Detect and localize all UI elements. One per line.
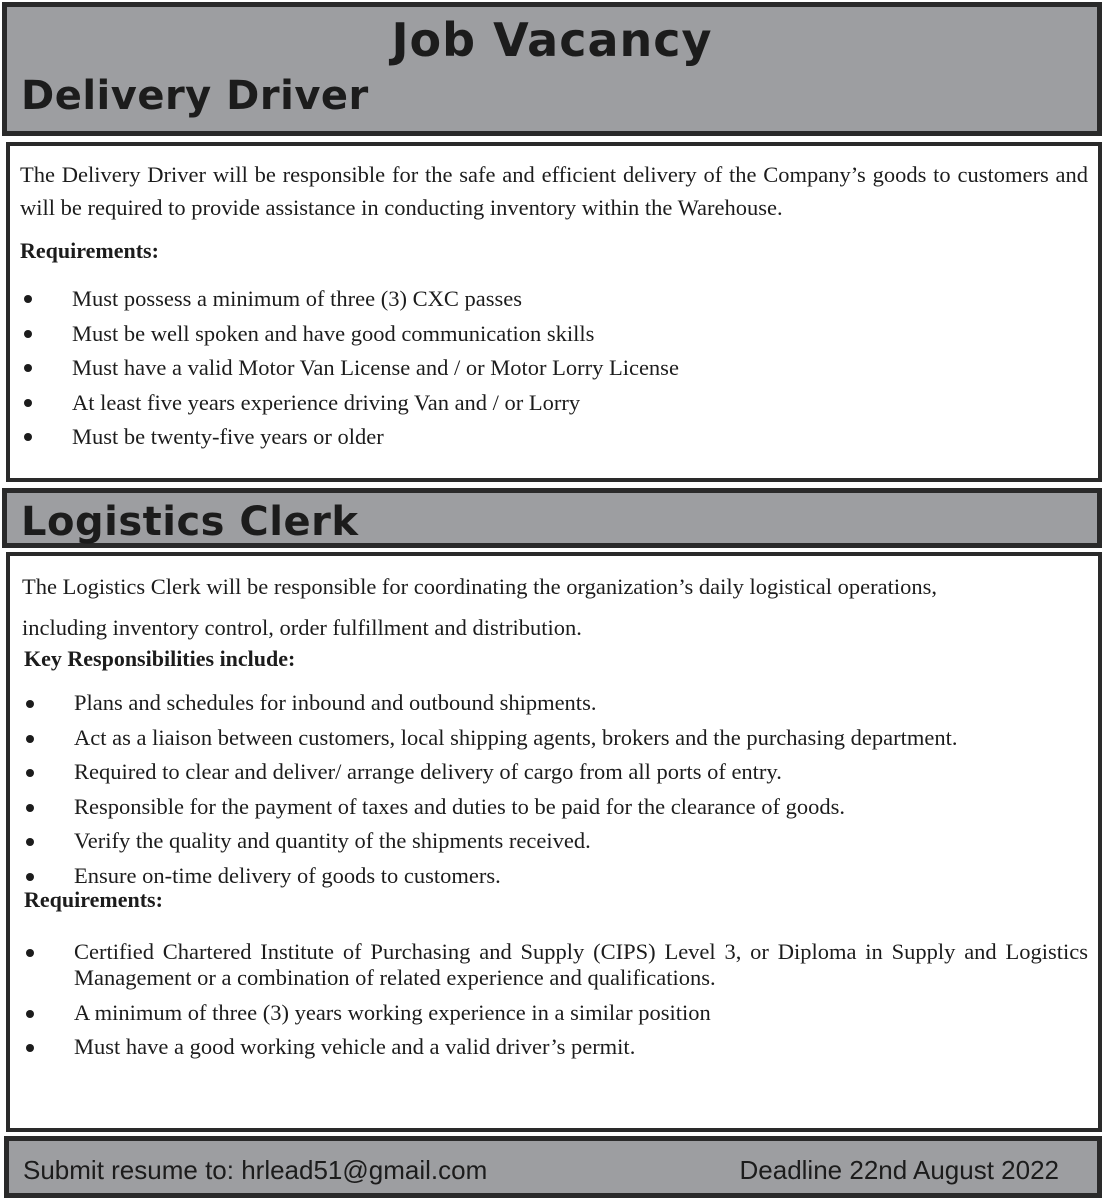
list-item: At least five years experience driving Van and / or Lorry [20,386,1088,421]
list-item: Must be twenty-five years or older [20,420,1088,455]
bullet-icon [26,949,34,957]
list-item: Verify the quality and quantity of the shipments received. [22,828,982,854]
requirements-heading: Requirements: [20,238,159,263]
footer-band [4,1136,1102,1198]
job-description: The Delivery Driver will be responsible for the safe and efficient delivery of the Company’s goods to customers and will be required to provide assistance in conducting inventory within the Warehouse. [20,162,1088,220]
bullet-icon [26,769,34,777]
bullet-icon [24,295,32,303]
list-item: Certified Chartered Institute of Purchasing and Supply (CIPS) Level 3, or Diploma in Supply and Logistics Management or a combination of related experience and qualifications. [22,939,1088,991]
job-description: The Logistics Clerk will be responsible for coordinating the organization’s daily logistical operations, including inventory control, order fulfillment and distribution. [22,574,938,640]
list-item: Plans and schedules for inbound and outbound shipments. [22,690,982,716]
submit-resume-text: Submit resume to: hrlead51@gmail.com [23,1155,488,1185]
list-item: A minimum of three (3) years working experience in a similar position [22,1000,1088,1026]
delivery-driver-section [6,142,1102,482]
job-title-logistics-clerk: Logistics Clerk [21,499,359,545]
bullet-icon [26,1010,34,1018]
bullet-icon [26,700,34,708]
list-item: Ensure on-time delivery of goods to customers. [22,863,982,889]
responsibilities-list [22,690,982,889]
bullet-icon [24,399,32,407]
requirements-list [20,282,1088,455]
logistics-clerk-section [6,552,1102,1132]
bullet-icon [24,433,32,441]
bullet-icon [26,1044,34,1052]
list-item: Must have a good working vehicle and a valid driver’s permit. [22,1034,1088,1060]
list-item: Must have a valid Motor Van License and / or Motor Lorry License [20,351,1088,386]
job-title-delivery-driver: Delivery Driver [21,73,369,119]
requirements-list [22,939,1088,1060]
bullet-icon [24,330,32,338]
responsibilities-heading: Key Responsibilities include: [24,646,296,671]
bullet-icon [26,838,34,846]
list-item: Must possess a minimum of three (3) CXC passes [20,282,1088,317]
page-title: Job Vacancy [391,13,713,67]
header-band [2,2,1102,136]
logistics-clerk-band [2,488,1102,548]
list-item: Must be well spoken and have good communication skills [20,317,1088,352]
list-item: Required to clear and deliver/ arrange delivery of cargo from all ports of entry. [22,759,982,785]
bullet-icon [24,364,32,372]
list-item: Act as a liaison between customers, local shipping agents, brokers and the purchasing department. [22,725,982,751]
list-item: Responsible for the payment of taxes and duties to be paid for the clearance of goods. [22,794,982,820]
bullet-icon [26,873,34,881]
deadline-text: Deadline 22nd August 2022 [739,1155,1059,1185]
requirements-heading: Requirements: [24,887,163,912]
bullet-icon [26,804,34,812]
bullet-icon [26,735,34,743]
